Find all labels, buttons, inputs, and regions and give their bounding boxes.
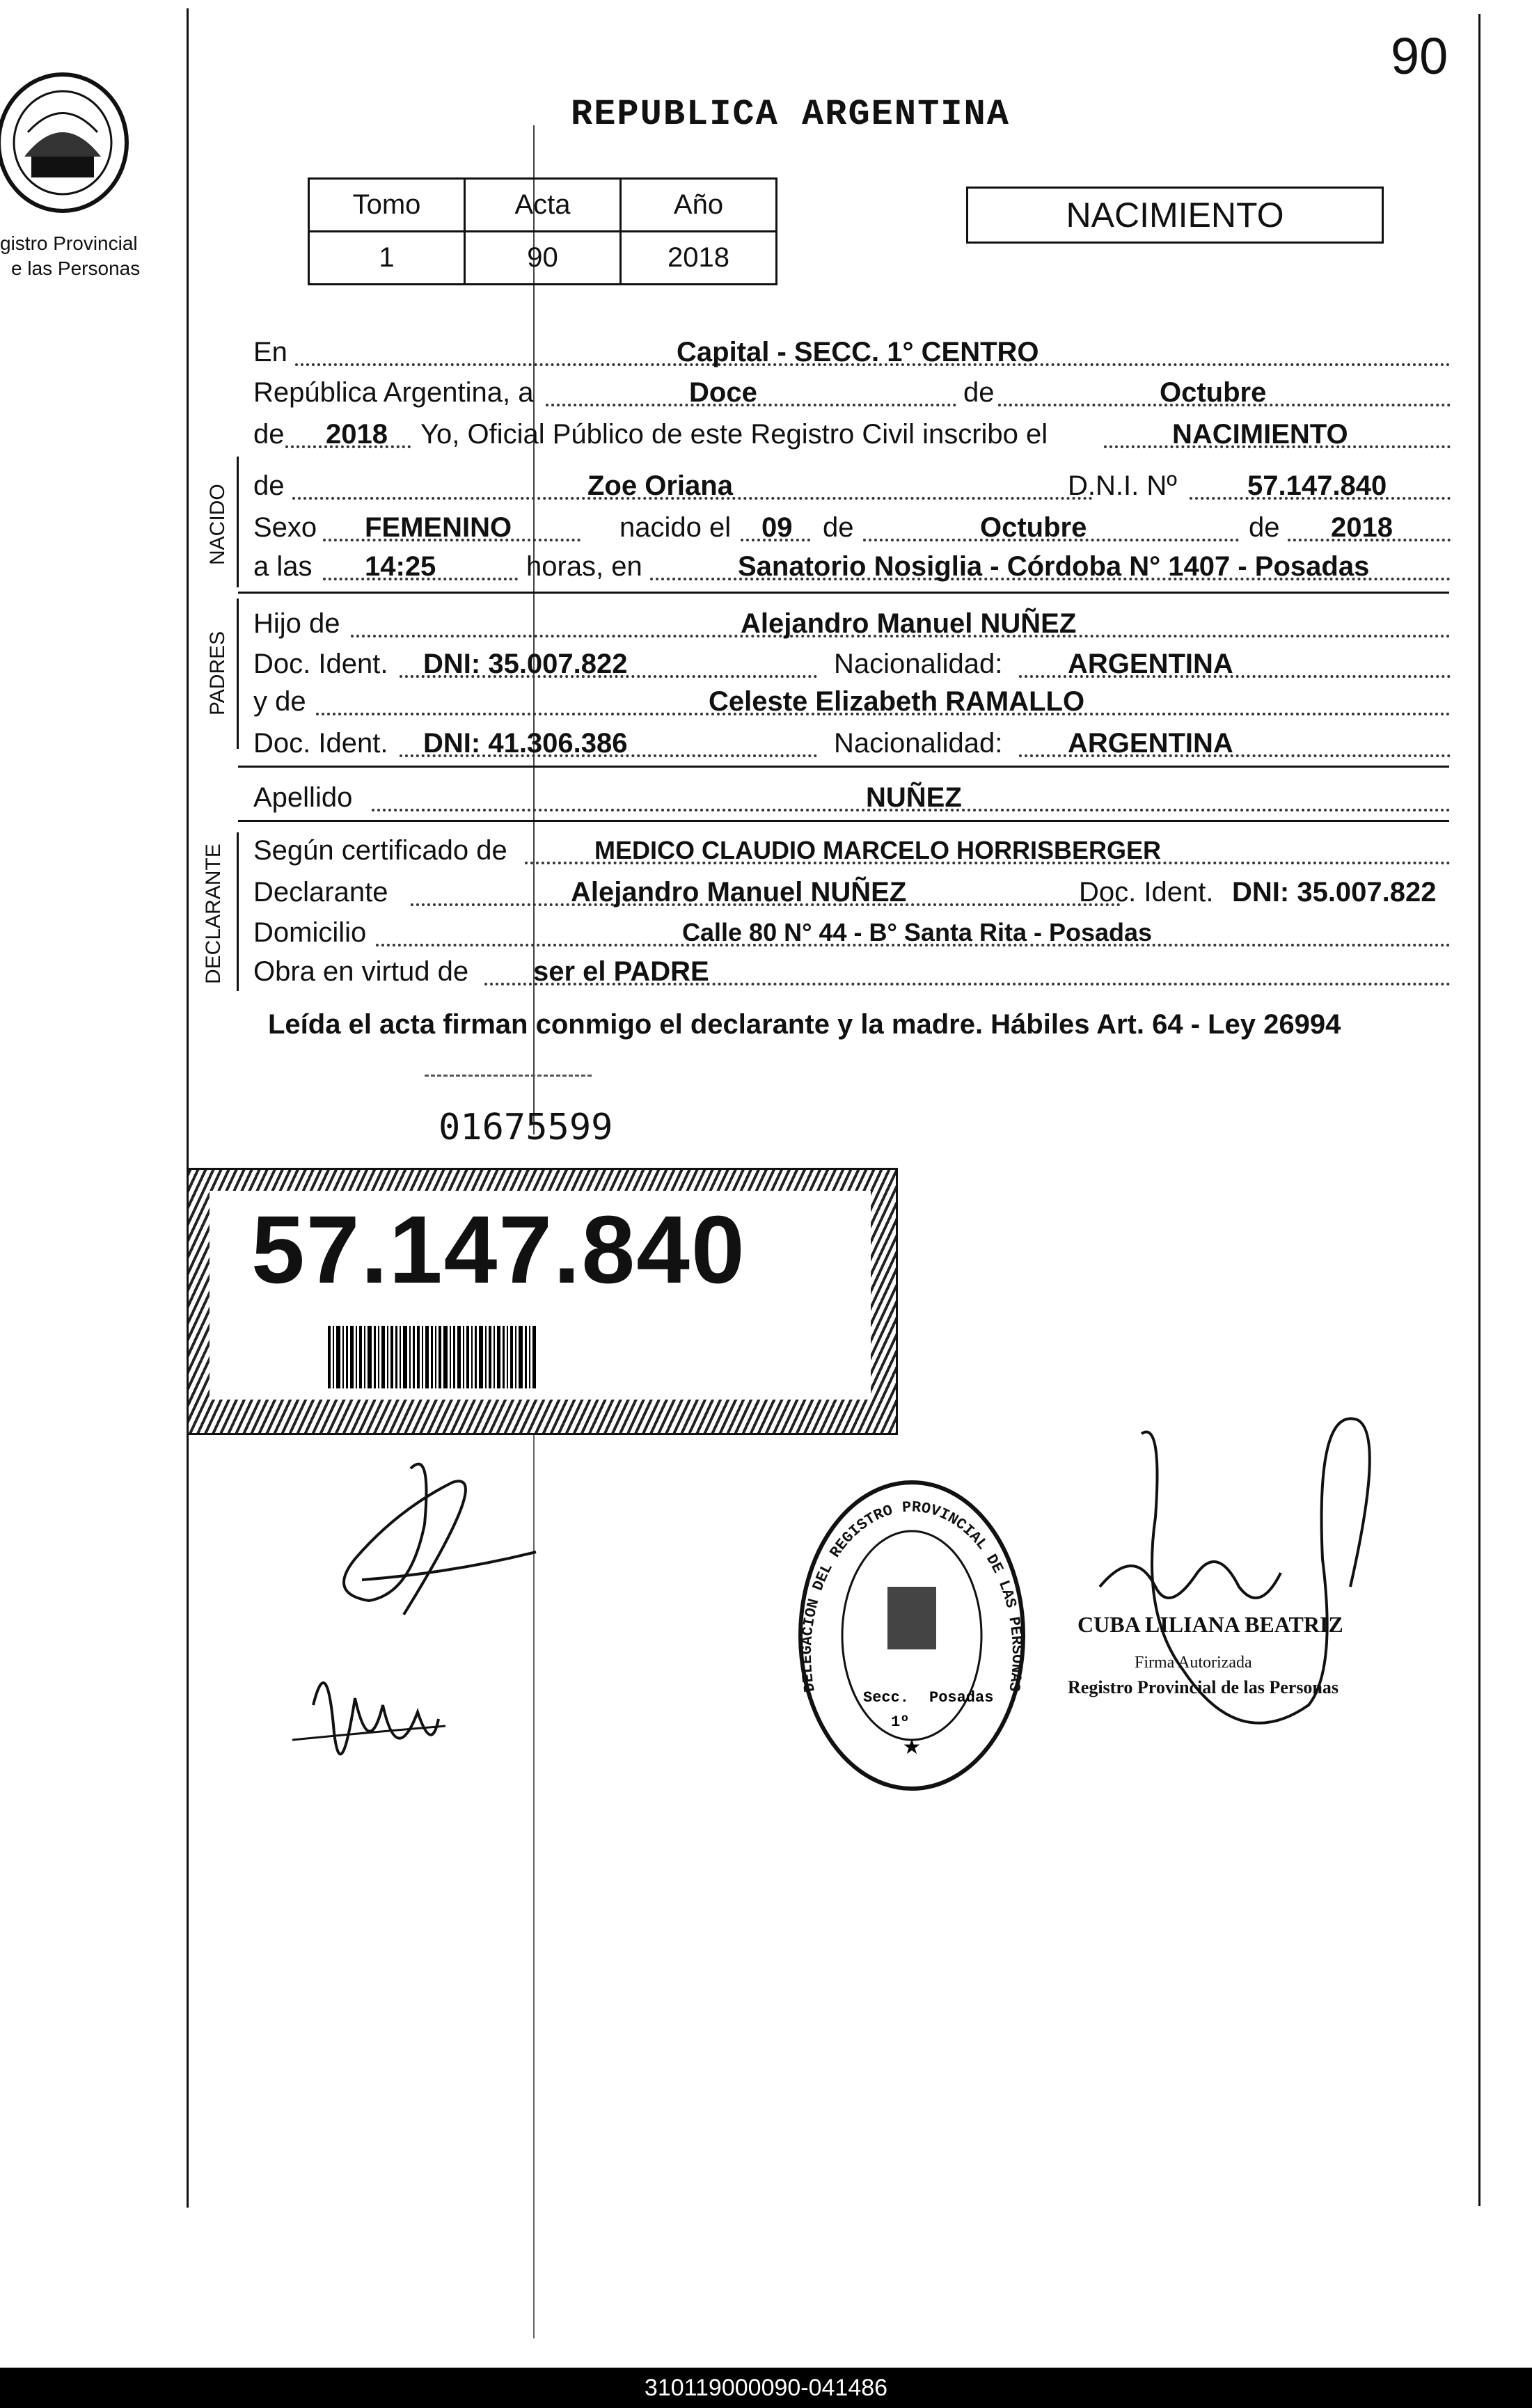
row-father	[253, 604, 1451, 643]
row-mother	[253, 682, 1451, 721]
birth-month: Octubre	[980, 512, 1087, 543]
row-place	[253, 333, 1451, 372]
row-address	[253, 913, 1451, 952]
official-text: Yo, Oficial Público de este Registro Civil inscribo el	[420, 419, 1048, 450]
page-number: 90	[1391, 27, 1448, 85]
y-de-label: y de	[253, 686, 306, 717]
decl-doc-value: DNI: 35.007.822	[1232, 877, 1437, 908]
obra-label: Obra en virtud de	[253, 956, 469, 987]
signature-declarant	[271, 1441, 550, 1830]
de1-label: de	[823, 512, 854, 543]
obra-value: ser el PADRE	[533, 956, 709, 987]
row-year	[253, 415, 1451, 454]
year-value: 2018	[326, 419, 388, 450]
mother-name: Celeste Elizabeth RAMALLO	[709, 686, 1085, 717]
row-certificate	[253, 831, 1451, 870]
month-value: Octubre	[1160, 377, 1267, 408]
nacido-de-label: de	[253, 470, 285, 501]
misiones-seal-icon	[0, 66, 139, 219]
birth-time: 14:25	[365, 551, 436, 582]
left-margin-line	[187, 8, 189, 2208]
birth-year: 2018	[1331, 512, 1393, 543]
official-name-stamp: CUBA LILIANA BEATRIZ	[1077, 1612, 1343, 1637]
nacido-section-label: NACIDO	[206, 484, 229, 565]
mother-doc-label: Doc. Ident.	[253, 728, 388, 759]
page-title: REPUBLICA ARGENTINA	[571, 94, 1010, 135]
record-type-box: NACIMIENTO	[966, 187, 1384, 244]
row-mother-doc	[253, 724, 1451, 763]
declarante-section-label: DECLARANTE	[202, 843, 225, 984]
child-dni: 57.147.840	[1247, 470, 1387, 501]
mother-nat-label: Nacionalidad:	[834, 728, 1003, 759]
cert-label: Según certificado de	[253, 835, 507, 866]
sexo-label: Sexo	[253, 512, 317, 543]
father-nationality: ARGENTINA	[1068, 649, 1233, 679]
dni-assignment-block	[187, 1168, 898, 1435]
sexo-value: FEMENINO	[365, 512, 512, 543]
birth-place: Sanatorio Nosiglia - Córdoba N° 1407 - Posadas	[738, 551, 1370, 582]
mother-nationality: ARGENTINA	[1068, 728, 1233, 759]
official-registry-stamp: Registro Provincial de las Personas	[1068, 1677, 1339, 1697]
year-de-label: de	[253, 419, 285, 450]
padres-section-label: PADRES	[206, 631, 229, 715]
row-declarant	[253, 873, 1451, 912]
father-doc: DNI: 35.007.822	[423, 649, 628, 679]
domicilio-value: Calle 80 N° 44 - B° Santa Rita - Posadas	[682, 918, 1153, 946]
father-name: Alejandro Manuel NUÑEZ	[741, 608, 1077, 639]
dni-block-number: 57.147.840	[251, 1196, 746, 1304]
barcode-icon	[328, 1326, 704, 1388]
anio-value: 2018	[621, 232, 777, 285]
row-father-doc	[253, 644, 1451, 683]
serial-number: 01675599	[439, 1107, 613, 1148]
seal-ring-text: DELEGACION DEL REGISTRO PROVINCIAL DE LAS PERSONAS	[798, 1498, 1026, 1694]
signature-official	[1058, 1378, 1392, 1837]
event-value: NACIMIENTO	[1172, 419, 1348, 450]
dni-label: D.N.I. Nº	[1068, 470, 1177, 501]
place-value: Capital - SECC. 1° CENTRO	[677, 337, 1039, 367]
nacido-el-label: nacido el	[619, 512, 732, 543]
acta-header: Acta	[465, 179, 621, 232]
alas-label: a las	[253, 551, 313, 582]
father-nat-label: Nacionalidad:	[834, 649, 1003, 679]
mother-doc: DNI: 41.306.386	[423, 728, 628, 759]
domicilio-label: Domicilio	[253, 917, 367, 948]
registry-label-line1: gistro Provincial	[0, 232, 138, 254]
row-name	[253, 466, 1451, 505]
birth-day: 09	[761, 512, 793, 543]
registry-label-line2: e las Personas	[11, 258, 141, 279]
delegation-seal-icon	[787, 1462, 1037, 1809]
closing-statement: Leída el acta firman conmigo el declarante y la madre. Hábiles Art. 64 - Ley 26994	[268, 1009, 1341, 1040]
surname-value: NUÑEZ	[866, 782, 962, 813]
decl-doc-label: Doc. Ident.	[1079, 877, 1214, 908]
seal-inner-num: 1º	[891, 1713, 910, 1731]
official-title-stamp: Firma Autorizada	[1135, 1654, 1252, 1672]
de-label: de	[963, 377, 995, 408]
child-name: Zoe Oriana	[587, 470, 733, 501]
declarante-label: Declarante	[253, 877, 388, 908]
row-surname	[253, 778, 1451, 817]
tomo-value: 1	[309, 232, 465, 285]
republica-label: República Argentina, a	[253, 377, 534, 408]
record-number-table	[308, 177, 777, 285]
svg-text:★: ★	[902, 1736, 922, 1759]
declarante-value: Alejandro Manuel NUÑEZ	[571, 877, 907, 908]
cert-value: MEDICO CLAUDIO MARCELO HORRISBERGER	[594, 836, 1162, 864]
horas-label: horas, en	[526, 551, 642, 582]
row-obra	[253, 952, 1451, 991]
de2-label: de	[1249, 512, 1280, 543]
tomo-header: Tomo	[309, 179, 465, 232]
acta-value: 90	[465, 232, 621, 285]
hijo-de-label: Hijo de	[253, 608, 340, 639]
father-doc-label: Doc. Ident.	[253, 649, 388, 679]
row-sex	[253, 508, 1451, 547]
seal-inner-secc: Secc.	[863, 1689, 910, 1706]
day-value: Doce	[689, 377, 757, 408]
anio-header: Año	[621, 179, 777, 232]
row-date	[253, 373, 1451, 412]
apellido-label: Apellido	[253, 782, 353, 813]
footer-code-bar: 310119000090-041486	[0, 2368, 1532, 2408]
serial-dashes	[425, 1075, 592, 1077]
row-time-place	[253, 547, 1451, 586]
seal-inner-posadas: Posadas	[929, 1689, 994, 1706]
right-margin-line	[1478, 14, 1480, 2206]
en-label: En	[253, 337, 287, 367]
